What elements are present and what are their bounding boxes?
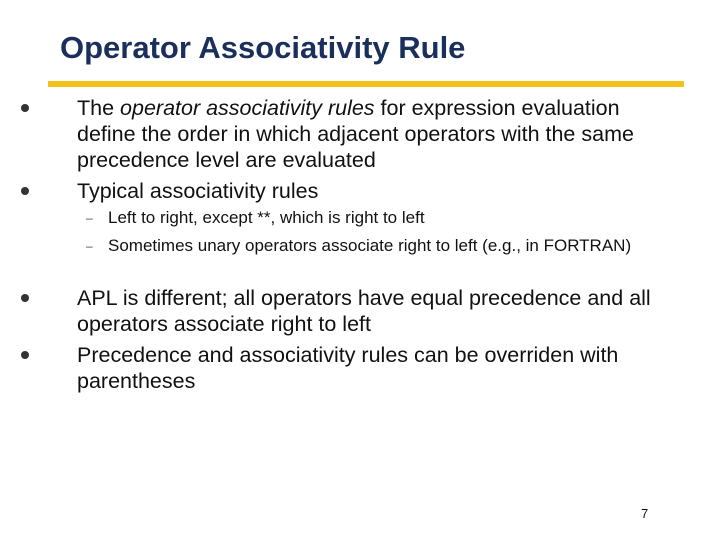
- dash-icon: –: [86, 211, 93, 225]
- bullet-dot-icon: [21, 104, 29, 112]
- bullet-dot-icon: [21, 294, 29, 302]
- bullet-item: [77, 342, 677, 394]
- slide-title: Operator Associativity Rule: [60, 30, 466, 65]
- bullet-dot-icon: [21, 351, 29, 359]
- bullet-emphasis: operator associativity rules: [120, 96, 375, 120]
- bullet-item: [77, 95, 677, 173]
- bullet-text: Precedence and associativity rules can be overriden with parentheses: [77, 343, 619, 393]
- bullet-text-continued: for expression evaluation define the order in which adjacent operators with the same precedence level are evaluated: [77, 96, 634, 172]
- sub-bullet-item: [86, 208, 668, 228]
- dash-icon: –: [86, 239, 93, 253]
- bullet-dot-icon: [21, 187, 29, 195]
- sub-bullet-text: Sometimes unary operators associate right to left (e.g., in FORTRAN): [108, 236, 632, 255]
- bullet-text: APL is different; all operators have equal precedence and all operators associate right to left: [77, 286, 651, 336]
- bullet-text: Typical associativity rules: [77, 179, 319, 203]
- page-number: 7: [641, 506, 649, 521]
- title-underline: [48, 81, 684, 87]
- sub-bullet-text: Left to right, except **, which is right to left: [108, 208, 425, 227]
- bullet-text: The: [77, 96, 121, 120]
- sub-bullet-item: [86, 236, 668, 256]
- bullet-item: [77, 178, 677, 204]
- bullet-item: [77, 285, 677, 337]
